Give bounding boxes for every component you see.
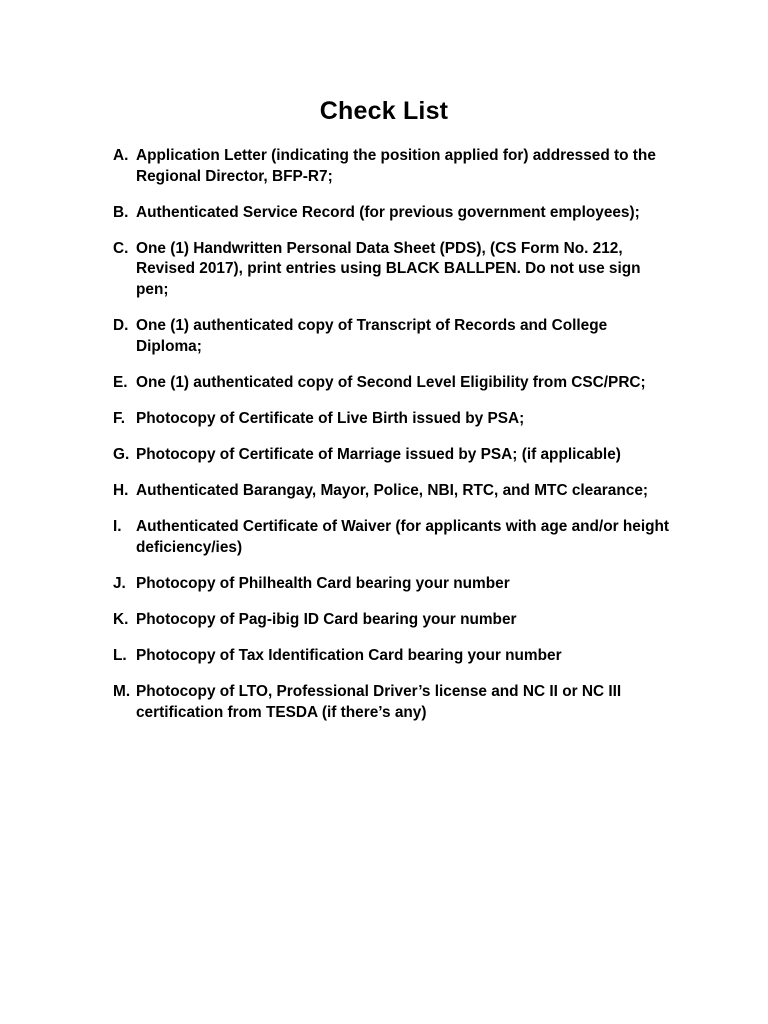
page-title: Check List (319, 97, 449, 125)
item-text: Application Letter (indicating the position applied for) addressed to the Regional Director, BFP-R7; (136, 147, 656, 185)
item-marker: M. (113, 683, 131, 701)
item-marker: F. (113, 409, 125, 427)
item-marker: D. (113, 317, 129, 335)
item-marker: E. (113, 373, 128, 391)
item-marker: B. (113, 203, 129, 221)
item-marker: J. (113, 574, 126, 592)
item-text: One (1) authenticated copy of Transcript of Records and College Diploma; (136, 317, 608, 355)
checklist-item-b (113, 203, 673, 224)
checklist-item-j (113, 574, 673, 595)
checklist-item-m (113, 682, 673, 723)
item-text: Photocopy of Certificate of Live Birth issued by PSA; (136, 409, 525, 427)
checklist-item-d (113, 316, 673, 357)
item-text: Photocopy of Certificate of Marriage issued by PSA; (if applicable) (136, 445, 621, 463)
item-marker: A. (113, 147, 129, 164)
item-text: Photocopy of Tax Identification Card bearing your number (136, 647, 562, 664)
checklist-item-i (113, 517, 673, 558)
item-marker: C. (113, 239, 129, 257)
checklist-item-g (113, 445, 673, 466)
item-marker: I. (113, 518, 122, 536)
item-text: Photocopy of LTO, Professional Driver’s license and NC II or NC III certification from TESDA (if there’s any) (136, 683, 622, 721)
checklist-item-a (113, 146, 673, 187)
checklist-item-k (113, 610, 673, 631)
item-text: Photocopy of Pag-ibig ID Card bearing your number (136, 610, 517, 628)
checklist-item-h (113, 481, 673, 502)
item-marker: H. (113, 482, 129, 500)
checklist-item-f (113, 409, 673, 430)
checklist-item-e (113, 373, 673, 394)
checklist-item-c (113, 239, 673, 301)
item-marker: K. (113, 610, 129, 628)
item-marker: L. (113, 647, 127, 664)
item-text: Photocopy of Philhealth Card bearing your number (136, 574, 510, 592)
checklist-item-l (113, 646, 673, 667)
item-text: One (1) authenticated copy of Second Level Eligibility from CSC/PRC; (136, 373, 646, 391)
item-text: Authenticated Certificate of Waiver (for applicants with age and/or height deficiency/ies) (136, 518, 670, 556)
item-text: One (1) Handwritten Personal Data Sheet (PDS), (CS Form No. 212, Revised 2017), print entries using BLACK BALLPEN. Do not use sign pen; (136, 239, 641, 298)
item-text: Authenticated Barangay, Mayor, Police, NBI, RTC, and MTC clearance; (136, 482, 649, 500)
item-marker: G. (113, 445, 130, 463)
item-text: Authenticated Service Record (for previous government employees); (136, 203, 640, 221)
checklist (113, 146, 673, 739)
